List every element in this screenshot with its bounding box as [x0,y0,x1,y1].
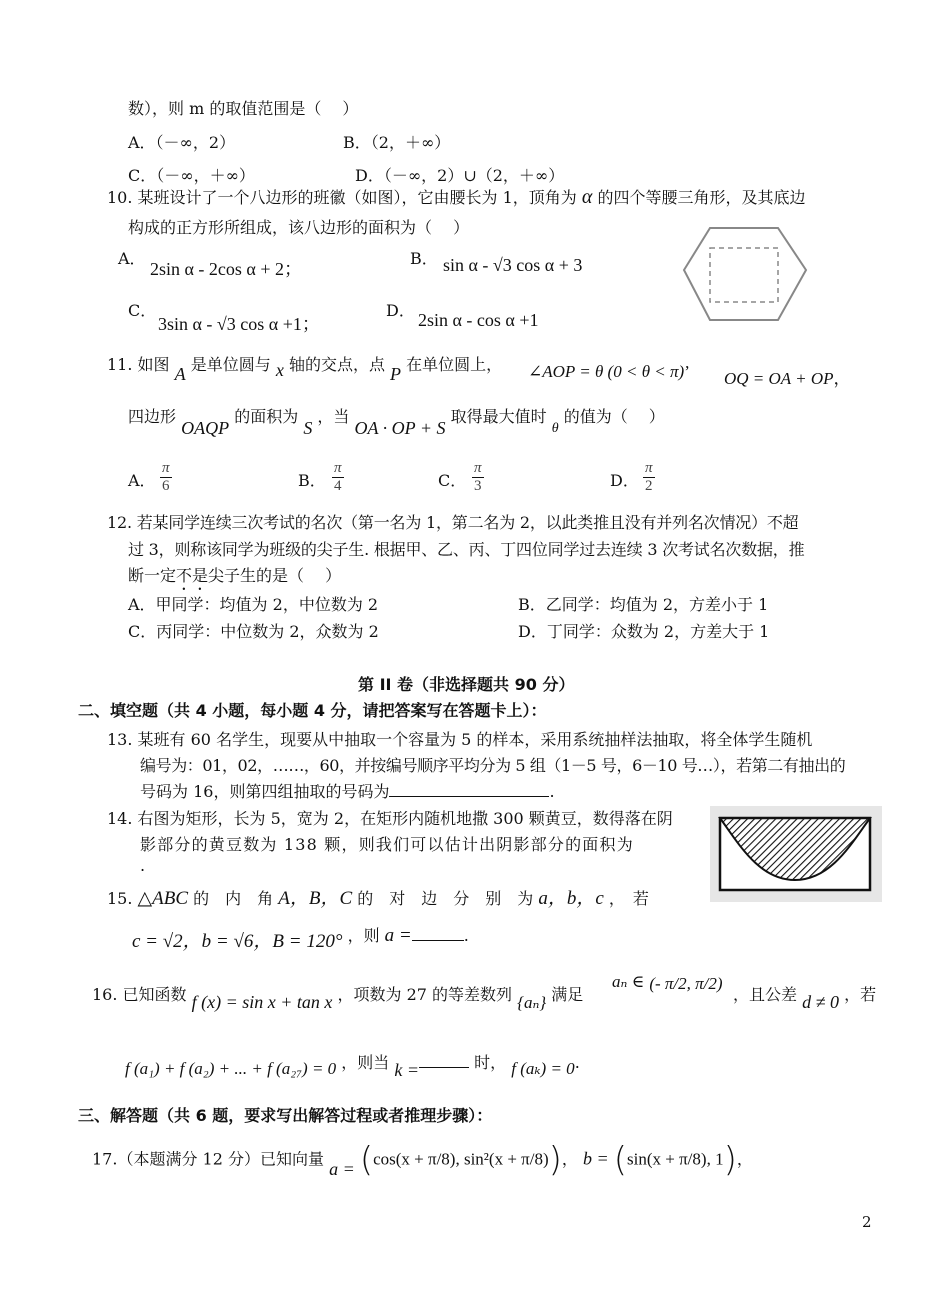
q16-text: 16. 已知函数 [92,985,187,1004]
q11-option-a [128,468,156,491]
q15-conditions: c = √2，b = √6，B = 120° [132,931,343,952]
emphasis-not: 不是 [176,566,209,585]
q11-opt-label: C． [438,471,467,490]
frac-num: π [334,460,342,476]
point-p: P [390,364,402,384]
semicolon: ； [301,314,320,334]
sum-expr: f (a₁) + f (a₂) + ... + f (a₂₇) = 0 [125,1059,337,1078]
q12-line1: 12. 若某同学连续三次考试的名次（第一名为 1，第二名为 2，以此类推且没有并列名次情况）不超 [107,513,799,532]
section-fill-blank: 二、填空题（共 4 小题，每小题 4 分，请把答案写在答题卡上）： [78,701,547,720]
left-paren: ( [359,1140,374,1180]
octagon-badge-figure [682,224,808,324]
q15-answer-blank[interactable] [412,940,464,941]
frac-pi-2 [643,460,655,494]
q10-option-b: sin α - √3 cos α + 3 [443,255,583,275]
vector-a-value: cos(x + π/8), sin²(x + π/8) [373,1149,549,1169]
q15-line1 [107,883,697,910]
interval-expr: (- π/2, π/2) [649,974,723,993]
q10-text-b: 的四个等腰三角形，及其底边 [597,188,806,207]
q14-line1: 14. 右图为矩形，长为 5，宽为 2，在矩形内随机地撒 300 颗黄豆，数得落在阴 [107,809,673,828]
q14-line2: 影部分的黄豆数为 138 颗，则我们可以估计出阴影部分的面积为 [140,835,634,854]
frac-den: 3 [474,477,482,494]
q12-text: 尖子生的是（ ） [208,566,342,585]
q11-text: 的面积为 [234,407,299,426]
comma: ， [561,1149,578,1169]
k-equals: k = [394,1060,420,1080]
q10-option-d: 2sin α - cos α +1 [418,310,539,330]
q12-option-d: D．丁同学：众数为 2，方差大于 1 [518,622,770,641]
q13-text: 号码为 16，则第四组抽取的号码为 [140,782,390,801]
q11-text: 四边形 [128,407,177,426]
area-s: S [303,418,313,438]
function-f: f (x) = sin x + tan x [191,992,333,1012]
q17-text: 17.（本题满分 12 分）已知向量 [92,1149,324,1169]
q12-option-b: B．乙同学：均值为 2，方差小于 1 [518,595,769,614]
q10-text: 10. 某班设计了一个八边形的班徽（如图），它由腰长为 1，顶角为 [107,188,577,207]
q16-text: ，且公差 [733,985,798,1004]
x-var: x [275,360,284,380]
q16-text: ，若 [844,985,877,1004]
q12-option-c: C．丙同学：中位数为 2，众数为 2 [128,622,379,641]
q12-text: 断一定 [128,566,177,585]
q10-line2: 构成的正方形所组成，该八边形的面积为（ ） [128,218,470,237]
vector-b-value: sin(x + π/8), 1 [627,1149,724,1169]
q11-line2 [128,404,665,438]
frac-pi-6 [160,460,172,494]
f-ak-zero: f (aₖ) = 0 [511,1059,575,1078]
an-in: aₙ ∈ [612,972,645,991]
frac-pi-4 [332,460,344,494]
frac-den: 2 [645,477,653,494]
comma: ， [736,1149,753,1169]
q11-option-b [298,468,326,491]
q10-option-a-expr: 2sin α - 2cos α + 2 [150,259,285,279]
q11-angle-expr: ∠AOP = θ (0 < θ < π)’ [528,362,690,381]
frac-den: 6 [162,477,170,494]
angles-abc: A，B，C [278,888,353,909]
q10-option-d-label: D． [386,301,415,320]
q11-option-c [438,468,466,491]
period: . [574,1053,580,1072]
frac-den: 4 [334,477,342,494]
q12-line2: 过 3，则称该同学为班级的尖子生. 根据甲、乙、丙、丁四位同学过去连续 3 次考试名次数据，推 [128,540,805,559]
q16-line2 [125,1050,580,1080]
theta: θ [551,421,559,436]
q16-line1 [92,982,584,1012]
q11-opt-label: A． [128,471,156,490]
q16-interval [612,974,723,994]
angle-expr: ∠AOP = θ (0 < θ < π) [528,362,685,381]
q15-text: ，则 [347,926,380,945]
q15-number: 15. [107,889,133,908]
q12-option-a: A．甲同学：均值为 2，中位数为 2 [128,595,379,614]
frac-pi-3 [472,460,484,494]
page-number: 2 [862,1213,872,1231]
q15-text: 的 内 角 [193,889,274,908]
q16-text: 时， [474,1053,507,1072]
q13-line3 [140,779,555,802]
right-paren: ) [723,1140,737,1180]
q14-line3: . [140,856,146,875]
sides-abc: a，b，c [538,888,604,909]
a-equals: a = [384,925,412,946]
q10-option-a-label: A． [118,249,146,268]
q9-option-c: C．（－∞，＋∞） [128,166,255,185]
q11-text: 的值为（ ） [563,407,665,426]
q10-option-b-label: B． [410,249,438,268]
q15-line2 [132,920,469,952]
vector-a: a = [329,1158,355,1179]
q11-text: 在单位圆上， [406,355,503,374]
q10-option-c-expr: 3sin α - √3 cos α +1 [158,314,302,334]
q13-line1: 13. 某班有 60 名学生，现要从中抽取一个容量为 5 的样本，采用系统抽样法抽取，将全体学生随机 [107,730,813,749]
q11-opt-label: D． [610,471,639,490]
sequence-an: {aₙ} [517,993,547,1012]
q9-tail-line: 数），则 m 的取值范围是（ ） [128,99,359,118]
frac-num: π [645,460,653,476]
part2-title: 第 II 卷（非选择题共 90 分） [358,675,575,694]
q11-text: 取得最大值时 [450,407,547,426]
q11-text: 11. 如图 [107,355,170,374]
q9-option-a: A．（－∞，2） [128,133,236,152]
dot-expr: OA · OP + S [354,418,446,438]
rectangle-shaded-figure [710,806,882,902]
q10-line1 [107,185,806,209]
period: . [549,782,555,801]
frac-num: π [162,460,170,476]
q12-line3 [128,563,341,594]
quad-oaqp: OAQP [181,418,230,438]
q15-text: 的 对 边 分 别 为 [357,889,534,908]
right-paren: ) [548,1140,562,1180]
q15-text: ， 若 [608,889,649,908]
semicolon: ； [284,259,303,279]
q13-answer-blank[interactable] [389,796,549,797]
q9-option-d: D．（－∞，2）∪（2，＋∞） [355,166,565,185]
point-a: A [174,364,186,384]
q11-opt-label: B． [298,471,326,490]
vector-b: b = [583,1148,609,1169]
q16-text: ，则当 [341,1053,390,1072]
q13-line2: 编号为：01，02，……，60，并按编号顺序平均分为 5 组（1－5 号，6－10 号…），若第二有抽出的 [140,756,846,775]
d-neq-0: d ≠ 0 [802,992,839,1012]
section-solutions: 三、解答题（共 6 题，要求写出解答过程或者推理步骤）： [78,1106,493,1125]
q11-text: 轴的交点，点 [288,355,385,374]
q10-option-a [150,255,302,281]
q16-text: 满足 [551,985,584,1004]
q16-answer-blank[interactable] [419,1067,469,1068]
q16-line1-end [733,982,877,1012]
q11-text: ，当 [317,407,350,426]
q11-oq-expr: OQ = OA + OP， [724,369,851,388]
q11-option-d [610,468,639,491]
q10-option-c [158,310,320,336]
q10-option-c-label: C． [128,301,157,320]
left-paren: ( [613,1140,628,1180]
q11-line1 [107,352,503,384]
q9-option-b: B．（2，＋∞） [343,133,451,152]
triangle-abc: △ABC [137,888,189,909]
period: . [463,926,469,945]
frac-num: π [474,460,482,476]
q16-text: ，项数为 27 的等差数列 [337,985,513,1004]
oq-expr: OQ = OA + OP [724,369,834,388]
q11-text: 是单位圆与 [190,355,271,374]
alpha-symbol: α [581,186,593,208]
q17-line [92,1140,753,1180]
